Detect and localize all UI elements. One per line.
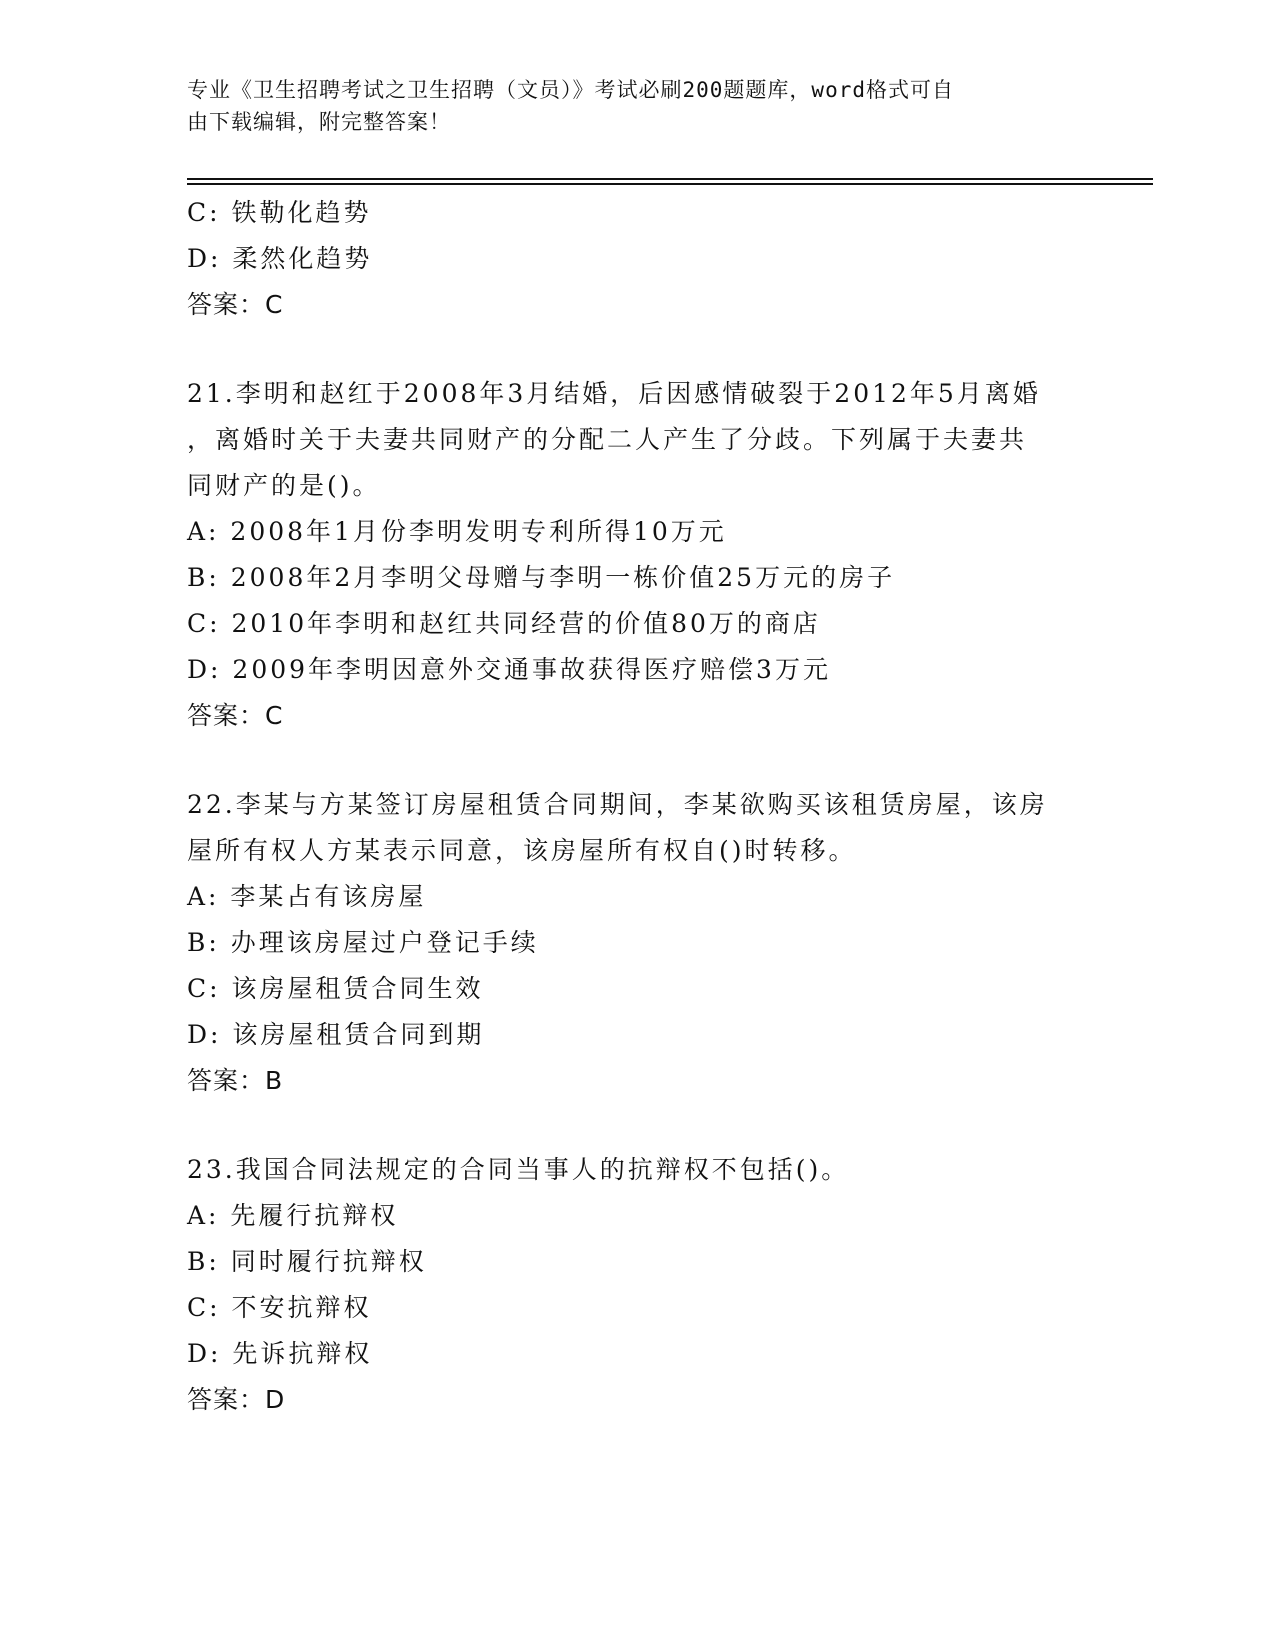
question-block-22 [187,782,1087,1104]
question-stem: 22.李某与方某签订房屋租赁合同期间，李某欲购买该租赁房屋，该房 [187,790,1048,819]
option-d: D: 柔然化趋势 [187,244,373,273]
option-c: C: 2010年李明和赵红共同经营的价值80万的商店 [187,609,821,638]
spacer [187,739,1087,782]
answer-line: 答案：B [187,1066,284,1095]
question-list [187,190,1087,1423]
option-b: B: 同时履行抗辩权 [187,1247,427,1276]
question-stem: 23.我国合同法规定的合同当事人的抗辩权不包括()。 [187,1155,850,1184]
question-stem: 同财产的是()。 [187,471,381,500]
spacer [187,1104,1087,1147]
option-c: C: 不安抗辩权 [187,1293,372,1322]
answer-line: 答案：C [187,701,284,730]
question-block-prev [187,190,1087,328]
option-c: C: 铁勒化趋势 [187,198,372,227]
option-c: C: 该房屋租赁合同生效 [187,974,484,1003]
question-block-23 [187,1147,1087,1423]
question-stem: 屋所有权人方某表示同意，该房屋所有权自()时转移。 [187,836,857,865]
question-stem: 21.李明和赵红于2008年3月结婚，后因感情破裂于2012年5月离婚 [187,379,1041,408]
header-line-2: 由下载编辑，附完整答案！ [187,110,451,134]
option-a: A: 李某占有该房屋 [187,882,427,911]
option-d: D: 该房屋租赁合同到期 [187,1020,485,1049]
question-block-21 [187,371,1087,739]
option-b: B: 办理该房屋过户登记手续 [187,928,539,957]
option-d: D: 先诉抗辩权 [187,1339,373,1368]
question-stem: ，离婚时关于夫妻共同财产的分配二人产生了分歧。下列属于夫妻共 [187,425,1028,454]
option-b: B: 2008年2月李明父母赠与李明一栋价值25万元的房子 [187,563,896,592]
header-line-1: 专业《卫生招聘考试之卫生招聘（文员）》考试必刷200题题库，word格式可自 [187,78,954,102]
header-rule-bottom [187,183,1153,185]
option-d: D: 2009年李明因意外交通事故获得医疗赔偿3万元 [187,655,831,684]
spacer [187,328,1087,371]
answer-line: 答案：C [187,290,284,319]
option-a: A: 2008年1月份李明发明专利所得10万元 [187,517,727,546]
answer-line: 答案：D [187,1385,286,1414]
header-rule-top [187,178,1153,180]
page-header [187,74,1067,138]
option-a: A: 先履行抗辩权 [187,1201,399,1230]
